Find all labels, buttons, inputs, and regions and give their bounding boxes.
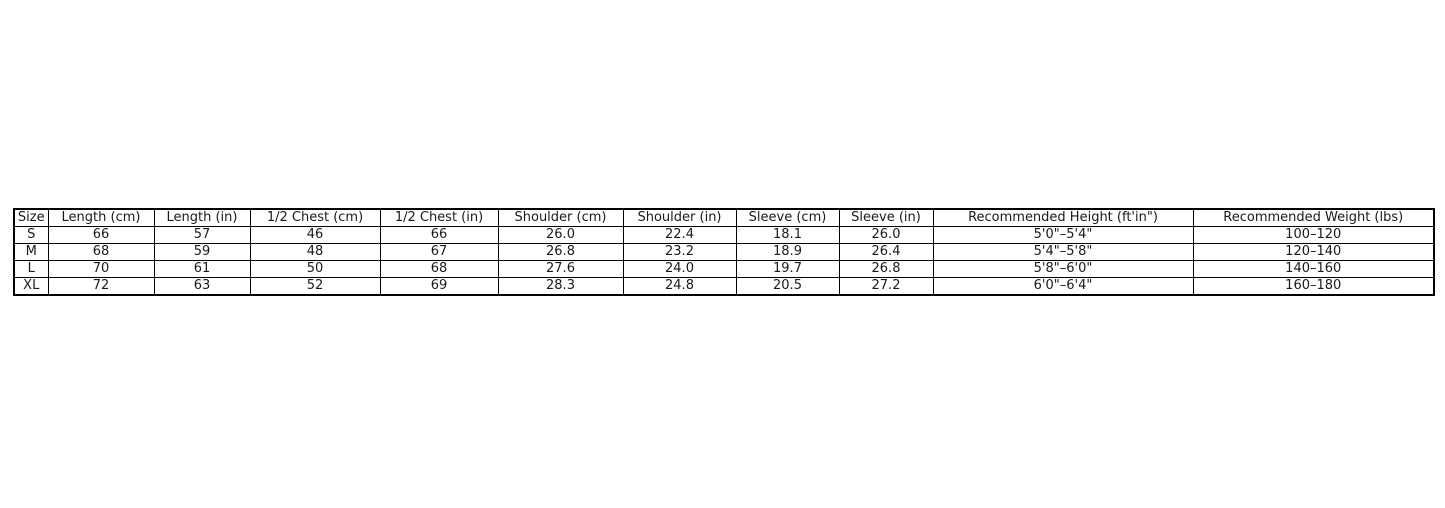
table-cell: 24.8 [623,278,736,296]
table-cell: 100–120 [1193,227,1434,244]
column-header: Shoulder (cm) [498,209,623,227]
table-cell: 26.0 [498,227,623,244]
size-chart-table [13,208,1435,296]
table-cell: 57 [154,227,250,244]
table-cell: 20.5 [736,278,839,296]
table-cell: 18.1 [736,227,839,244]
size-cell: XL [14,278,48,296]
table-cell: 6'0"–6'4" [933,278,1193,296]
table-cell: 52 [250,278,380,296]
table-cell: 5'4"–5'8" [933,244,1193,261]
table-cell: 27.2 [839,278,933,296]
table-cell: 23.2 [623,244,736,261]
table-cell: 28.3 [498,278,623,296]
table-cell: 68 [48,244,154,261]
table-cell: 26.8 [498,244,623,261]
header-row [14,209,1434,227]
table-cell: 66 [380,227,498,244]
table-row [14,227,1434,244]
table-cell: 120–140 [1193,244,1434,261]
table-row [14,278,1434,296]
column-header: Sleeve (in) [839,209,933,227]
table-cell: 68 [380,261,498,278]
table-cell: 61 [154,261,250,278]
table-cell: 63 [154,278,250,296]
table-cell: 27.6 [498,261,623,278]
table-cell: 140–160 [1193,261,1434,278]
column-header: Size [14,209,48,227]
table-cell: 26.0 [839,227,933,244]
table-cell: 59 [154,244,250,261]
size-cell: L [14,261,48,278]
table-cell: 69 [380,278,498,296]
size-cell: S [14,227,48,244]
column-header: 1/2 Chest (cm) [250,209,380,227]
table-cell: 50 [250,261,380,278]
table-row [14,244,1434,261]
column-header: 1/2 Chest (in) [380,209,498,227]
table-cell: 70 [48,261,154,278]
table-cell: 66 [48,227,154,244]
size-cell: M [14,244,48,261]
column-header: Length (cm) [48,209,154,227]
table-cell: 67 [380,244,498,261]
table-cell: 26.8 [839,261,933,278]
column-header: Length (in) [154,209,250,227]
column-header: Recommended Height (ft'in") [933,209,1193,227]
table-cell: 22.4 [623,227,736,244]
table-row [14,261,1434,278]
column-header: Shoulder (in) [623,209,736,227]
table-cell: 5'0"–5'4" [933,227,1193,244]
table-cell: 24.0 [623,261,736,278]
table-cell: 19.7 [736,261,839,278]
column-header: Recommended Weight (lbs) [1193,209,1434,227]
table-cell: 5'8"–6'0" [933,261,1193,278]
table-cell: 46 [250,227,380,244]
table-cell: 72 [48,278,154,296]
table-cell: 26.4 [839,244,933,261]
table-cell: 18.9 [736,244,839,261]
column-header: Sleeve (cm) [736,209,839,227]
table-cell: 48 [250,244,380,261]
table-cell: 160–180 [1193,278,1434,296]
